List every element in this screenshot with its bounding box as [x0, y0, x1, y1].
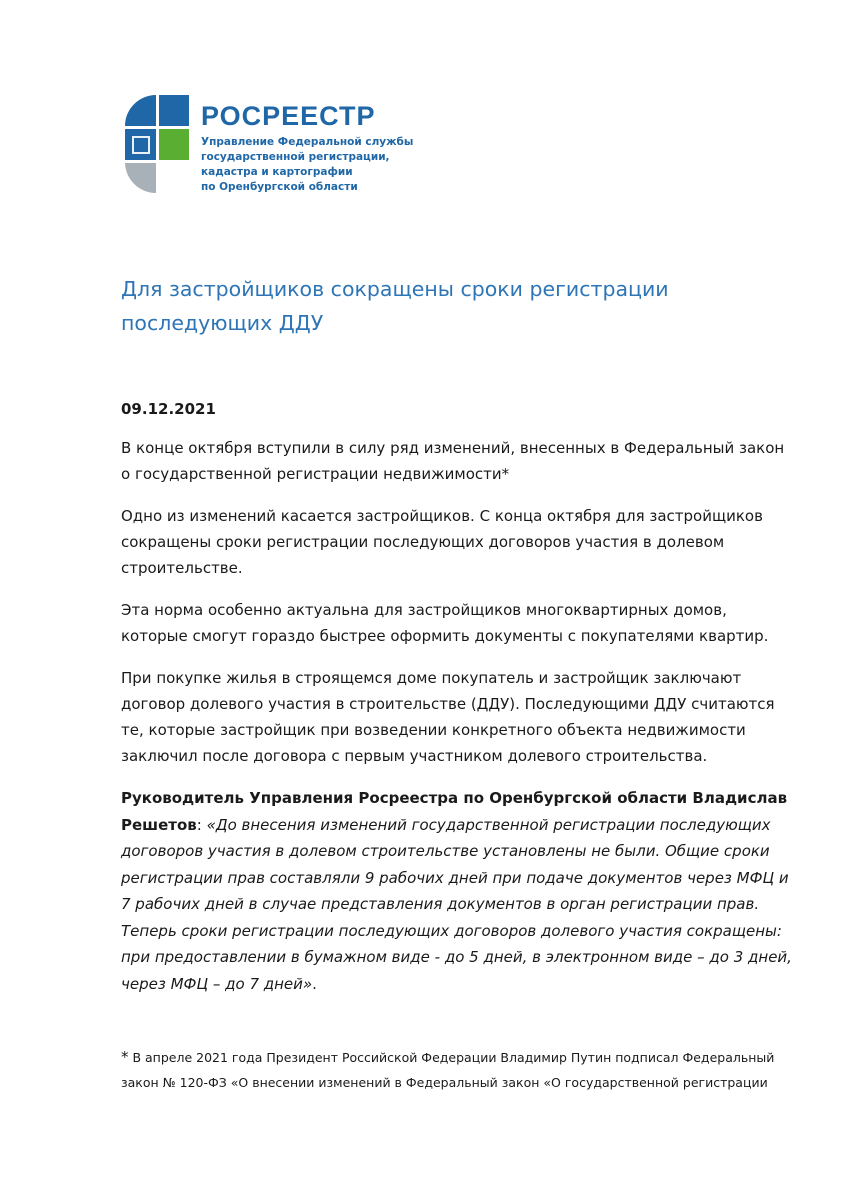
paragraph: Эта норма особенно актуальна для застройщиков многоквартирных домов, которые смогут гораздо быстрее оформить документы с покупателями квартир. — [121, 601, 769, 645]
footnote-marker: * — [121, 1048, 129, 1066]
logo-subtitle-line: государственной регистрации, — [201, 151, 390, 163]
logo-subtitle-line: Управление Федеральной службы — [201, 136, 414, 148]
quote-speaker: Руководитель Управления Росреестра по Оренбургской области Владислав Решетов — [121, 789, 788, 834]
logo-subtitle — [201, 135, 413, 195]
paragraph: Одно из изменений касается застройщиков. С конца октября для застройщиков сокращены сроки регистрации последующих договоров участия в долевом строительстве. — [121, 507, 763, 577]
footnote-text: В апреле 2021 года Президент Российской Федерации Владимир Путин подписал Федеральный закон № 120-ФЗ «О внесении изменений в Федеральный закон «О государственной регистрации — [121, 1050, 775, 1090]
quote-text: «До внесения изменений государственной регистрации последующих договоров участия в долевом строительстве установлены не были. Общие сроки регистрации прав составляли 9 рабочих дней при подаче документов через МФЦ и 7 рабочих дней в случае представления документов в орган регистрации прав. Теперь сроки регистрации последующих договоров долевого участия сокращены: при предоставлении в бумажном виде - до 5 дней, в электронном виде – до 3 дней, через МФЦ – до 7 дней» — [121, 815, 792, 993]
logo-subtitle-line: по Оренбургской области — [201, 181, 358, 193]
paragraph: В конце октября вступили в силу ряд изменений, внесенных в Федеральный закон о государственной регистрации недвижимости* — [121, 439, 785, 483]
article-date: 09.12.2021 — [121, 400, 216, 418]
footnote — [121, 1045, 781, 1095]
rosreestr-logo — [124, 94, 424, 194]
paragraph: При покупке жилья в строящемся доме покупатель и застройщик заключают договор долевого участия в строительстве (ДДУ). Последующими ДДУ считаются те, которые застройщик при возведении конкретного объекта недвижимости заключил после договора с первым участником долевого строительства. — [121, 669, 775, 765]
quote-paragraph — [121, 785, 797, 997]
logo-name: РОСРЕЕСТР — [201, 101, 376, 131]
logo-subtitle-line: кадастра и картографии — [201, 166, 353, 178]
article-title: Для застройщиков сокращены сроки регистрации последующих ДДУ — [121, 277, 669, 335]
article-body — [121, 435, 797, 997]
quote-separator: : — [196, 815, 207, 834]
quote-end: . — [312, 974, 317, 993]
rosreestr-emblem-icon — [124, 94, 190, 194]
